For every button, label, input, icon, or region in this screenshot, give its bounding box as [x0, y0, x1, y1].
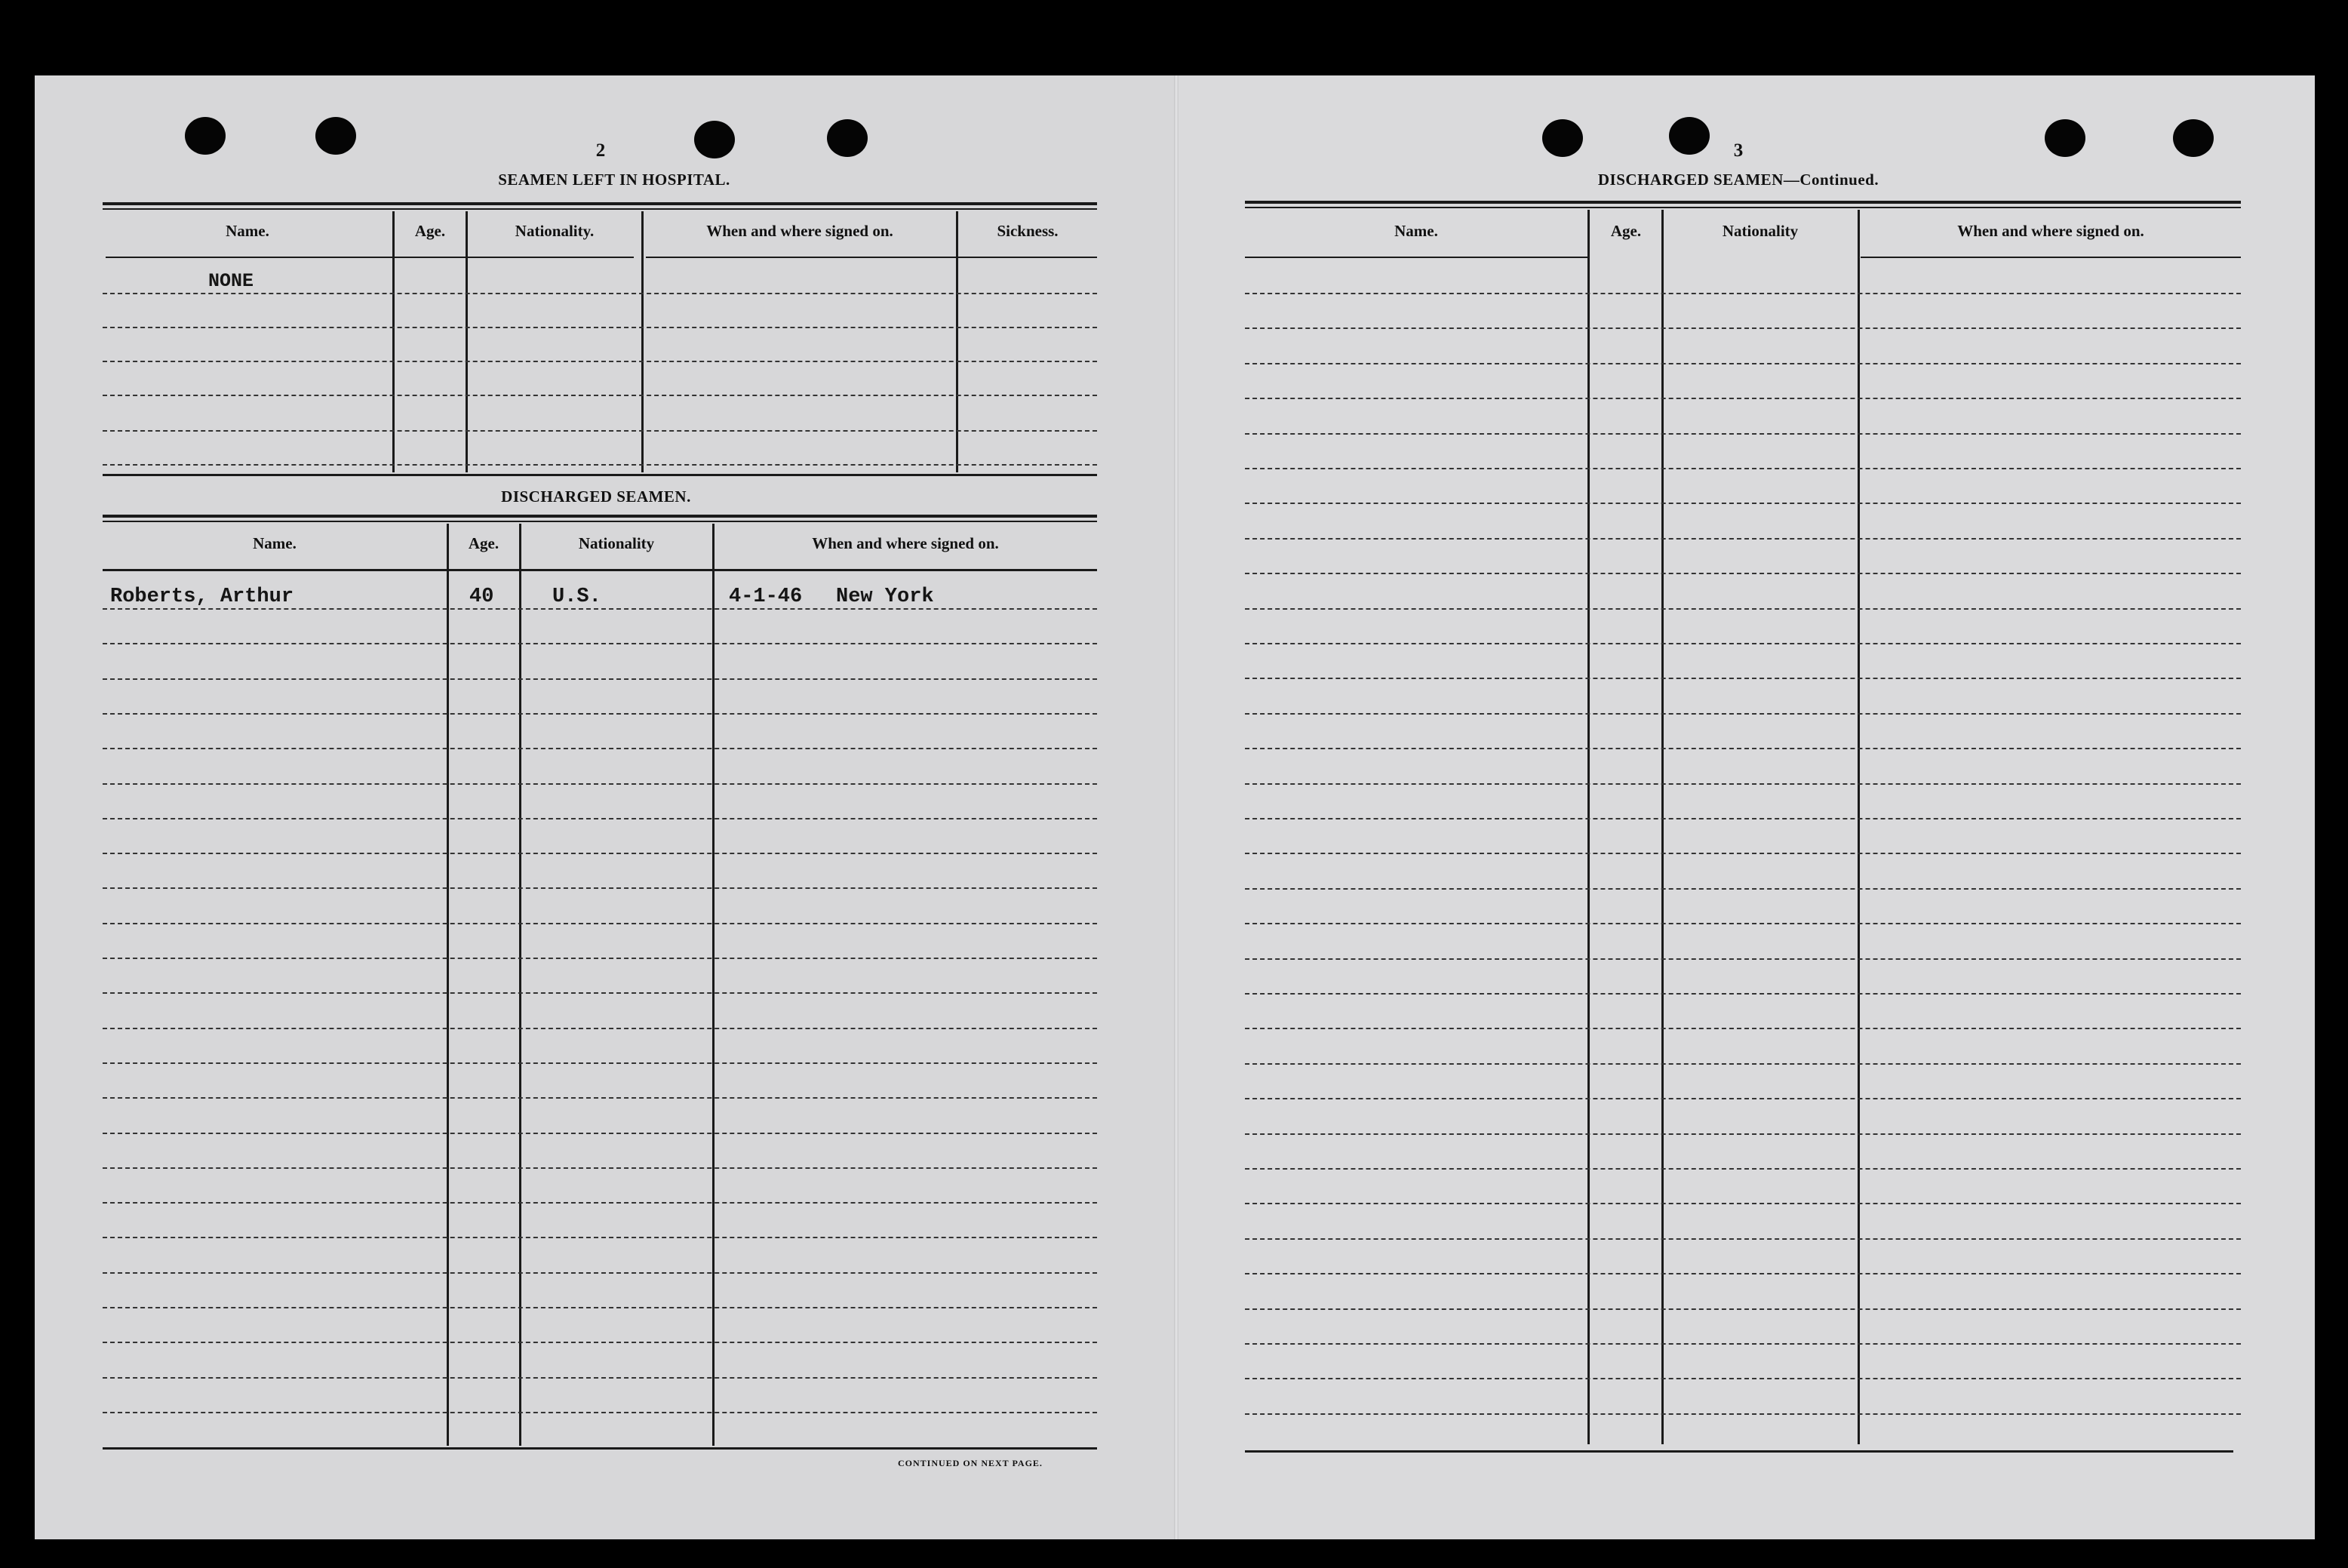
dashed-rule: [1245, 1343, 2241, 1345]
page-number-right: 3: [1733, 140, 1744, 161]
discharged-col-signed-on: When and where signed on.: [812, 534, 999, 552]
dashed-rule: [103, 1028, 1097, 1029]
column-divider: [1858, 210, 1860, 1444]
dashed-rule: [103, 923, 1097, 924]
dashed-rule: [103, 713, 1097, 715]
hospital-col-signed-on: When and where signed on.: [706, 222, 893, 240]
dashed-rule: [1245, 538, 2241, 540]
dashed-rule: [103, 853, 1097, 854]
discharged-header-rule: [103, 569, 1097, 571]
dashed-rule: [1245, 818, 2241, 819]
hospital-table-bottom-rule: [103, 474, 1097, 476]
dashed-rule: [1245, 643, 2241, 644]
column-divider: [466, 211, 468, 472]
dashed-rule: [103, 783, 1097, 785]
dashed-rule: [103, 361, 1097, 362]
dashed-rule: [1245, 748, 2241, 749]
dashed-rule: [103, 818, 1097, 819]
page-number-left: 2: [595, 140, 606, 161]
dashed-rule: [1245, 1273, 2241, 1274]
right-col-name: Name.: [1394, 222, 1438, 240]
dashed-rule: [103, 643, 1097, 644]
dashed-rule: [1245, 1098, 2241, 1099]
dashed-rule: [103, 1202, 1097, 1204]
punch-hole: [2173, 119, 2214, 157]
dashed-rule: [103, 748, 1097, 749]
dashed-rule: [103, 958, 1097, 959]
dashed-rule: [1245, 398, 2241, 399]
hospital-header-rule: [106, 257, 634, 258]
dashed-rule: [103, 887, 1097, 889]
discharged-col-nationality: Nationality: [578, 534, 655, 552]
dashed-rule: [1245, 327, 2241, 329]
continued-note: CONTINUED ON NEXT PAGE.: [898, 1458, 1043, 1468]
dashed-rule: [103, 1133, 1097, 1134]
dashed-rule: [1245, 783, 2241, 785]
discharged-table-bottom-rule: [103, 1447, 1097, 1450]
discharged-row-age: 40: [469, 586, 494, 608]
dashed-rule: [103, 1167, 1097, 1169]
dashed-rule: [1245, 1168, 2241, 1170]
hospital-table-top-rule: [103, 202, 1097, 205]
dashed-rule: [1245, 1133, 2241, 1135]
dashed-rule: [1245, 468, 2241, 469]
discharged-row-nationality: U.S.: [552, 586, 601, 608]
dashed-rule: [1245, 293, 2241, 294]
punch-hole: [185, 117, 226, 155]
dashed-rule: [1245, 608, 2241, 610]
hospital-col-nationality: Nationality.: [515, 222, 595, 240]
dashed-rule: [1245, 923, 2241, 924]
hospital-col-name: Name.: [226, 222, 269, 240]
dashed-rule: [103, 992, 1097, 994]
dashed-rule: [103, 1097, 1097, 1099]
punch-hole: [1542, 119, 1583, 157]
dashed-rule: [103, 1342, 1097, 1343]
right-page: [1177, 75, 2315, 1539]
dashed-rule: [1245, 678, 2241, 679]
discharged-table-top-rule: [103, 515, 1097, 518]
dashed-rule: [1245, 1063, 2241, 1065]
dashed-rule: [1245, 888, 2241, 890]
punch-hole: [1669, 117, 1710, 155]
dashed-rule: [1245, 958, 2241, 960]
discharged-section-title: DISCHARGED SEAMEN.: [501, 487, 691, 506]
dashed-rule: [1245, 853, 2241, 854]
dashed-rule: [103, 430, 1097, 432]
dashed-rule: [1245, 713, 2241, 715]
hospital-col-sickness: Sickness.: [997, 222, 1059, 240]
dashed-rule: [103, 1377, 1097, 1379]
punch-hole: [2045, 119, 2085, 157]
dashed-rule: [103, 327, 1097, 328]
dashed-rule: [103, 395, 1097, 396]
punch-hole: [315, 117, 356, 155]
hospital-section-title: SEAMEN LEFT IN HOSPITAL.: [498, 171, 730, 189]
page-fold: [1174, 75, 1179, 1539]
right-col-signed-on: When and where signed on.: [1957, 222, 2144, 240]
dashed-rule: [103, 293, 1097, 294]
discharged-col-name: Name.: [253, 534, 297, 552]
discharged-table-top-rule: [103, 521, 1097, 522]
dashed-rule: [1245, 433, 2241, 435]
dashed-rule: [1245, 1308, 2241, 1310]
column-divider: [1587, 210, 1590, 1444]
punch-hole: [827, 119, 868, 157]
hospital-row-name: NONE: [208, 270, 254, 292]
dashed-rule: [1245, 1028, 2241, 1029]
dashed-rule: [103, 464, 1097, 466]
column-divider: [392, 211, 395, 472]
dashed-rule: [1245, 1203, 2241, 1204]
discharged-col-age: Age.: [468, 534, 499, 552]
right-col-age: Age.: [1610, 222, 1642, 240]
dashed-rule: [103, 1307, 1097, 1308]
dashed-rule: [103, 1412, 1097, 1413]
right-table-top-rule: [1245, 207, 2241, 208]
dashed-rule: [1245, 573, 2241, 574]
punch-hole: [694, 121, 735, 158]
dashed-rule: [1245, 1378, 2241, 1379]
right-section-title: DISCHARGED SEAMEN—Continued.: [1597, 171, 1879, 189]
discharged-row-signed-place: New York: [836, 586, 934, 608]
right-col-nationality: Nationality: [1722, 222, 1799, 240]
dashed-rule: [1245, 993, 2241, 995]
dashed-rule: [1245, 363, 2241, 364]
hospital-header-rule: [646, 257, 1097, 258]
dashed-rule: [1245, 1413, 2241, 1415]
dashed-rule: [1245, 1238, 2241, 1240]
dashed-rule: [103, 608, 1097, 610]
right-table-bottom-rule: [1245, 1450, 2233, 1453]
column-divider: [1661, 210, 1664, 1444]
column-divider: [956, 211, 958, 472]
right-table-top-rule: [1245, 201, 2241, 204]
discharged-row-name: Roberts, Arthur: [110, 586, 294, 608]
hospital-table-top-rule: [103, 208, 1097, 210]
dashed-rule: [103, 1272, 1097, 1274]
right-header-rule: [1245, 257, 1587, 258]
column-divider: [641, 211, 644, 472]
dashed-rule: [103, 1062, 1097, 1064]
left-page: [35, 75, 1177, 1539]
dashed-rule: [103, 1237, 1097, 1238]
dashed-rule: [1245, 503, 2241, 504]
discharged-row-signed-date: 4-1-46: [729, 586, 803, 608]
dashed-rule: [103, 678, 1097, 680]
right-header-rule: [1861, 257, 2241, 258]
hospital-col-age: Age.: [414, 222, 446, 240]
